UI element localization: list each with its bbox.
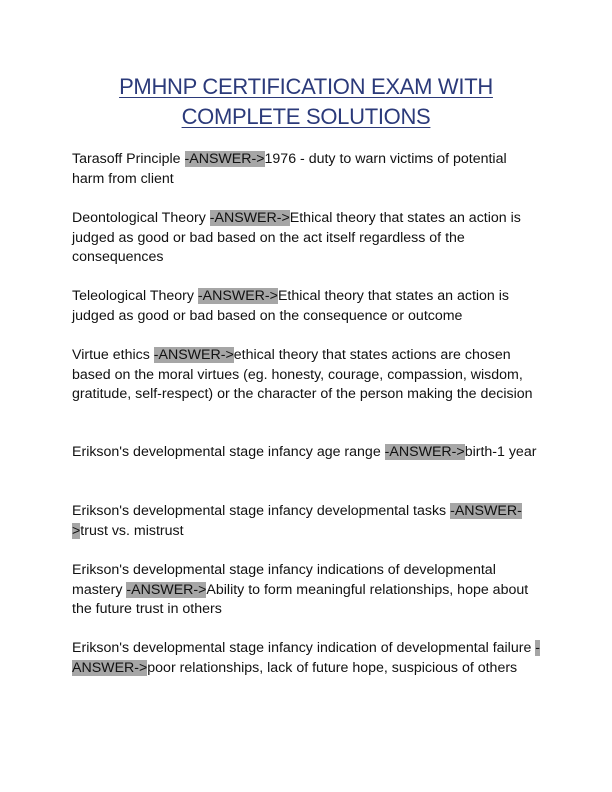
qa-item-infancy-mastery — [72, 561, 542, 620]
qa-item-virtue-ethics — [72, 346, 542, 405]
answer-text: trust vs. mistrust — [80, 522, 184, 539]
qa-item-infancy-age-range — [72, 443, 542, 463]
question-text: Tarasoff Principle — [72, 151, 185, 167]
answer-text: Ability to form meaningful relationships, hope about the future trust in others — [72, 581, 529, 617]
answer-text: Ethical theory that states an action is judged as good or bad based on the act itself regardless of the consequences — [72, 210, 521, 265]
answer-marker: -ANSWER-> — [197, 288, 278, 304]
answer-text: 1976 - duty to warn victims of potential harm from client — [72, 151, 507, 187]
answer-marker: -ANSWER-> — [153, 347, 234, 363]
qa-item-infancy-failure — [72, 639, 542, 678]
answer-marker: -ANSWER-> — [209, 210, 290, 226]
answer-text: poor relationships, lack of future hope, suspicious of others — [147, 659, 518, 676]
answer-marker: -ANSWER-> — [72, 640, 541, 676]
qa-item-tarasoff — [72, 150, 542, 189]
answer-text: Ethical theory that states an action is judged as good or bad based on the consequence or outcome — [72, 288, 510, 324]
question-text: Deontological Theory — [72, 210, 210, 226]
answer-marker: -ANSWER-> — [72, 503, 522, 539]
question-text: Erikson's developmental stage infancy age range — [72, 444, 385, 460]
answer-text: ethical theory that states actions are chosen based on the moral virtues (eg. honesty, courage, compassion, wisdom, gratitude, self-respect) or the character of the person making the decision — [72, 347, 533, 402]
question-text: Erikson's developmental stage infancy developmental tasks — [72, 503, 451, 519]
answer-marker: -ANSWER-> — [126, 581, 207, 598]
question-text: Teleological Theory — [72, 288, 198, 304]
document-title: PMHNP CERTIFICATION EXAM WITH COMPLETE SOLUTIONS — [119, 74, 493, 129]
qa-item-infancy-tasks — [72, 502, 542, 541]
question-text: Erikson's developmental stage infancy indications of developmental mastery — [72, 562, 496, 598]
answer-marker: -ANSWER-> — [384, 444, 465, 460]
qa-item-deontological — [72, 209, 542, 268]
answer-marker: -ANSWER-> — [184, 151, 265, 167]
question-text: Virtue ethics — [72, 347, 154, 363]
question-text: Erikson's developmental stage infancy indication of developmental failure — [72, 640, 536, 656]
qa-item-teleological — [72, 287, 542, 326]
answer-text: birth-1 year — [464, 444, 537, 460]
